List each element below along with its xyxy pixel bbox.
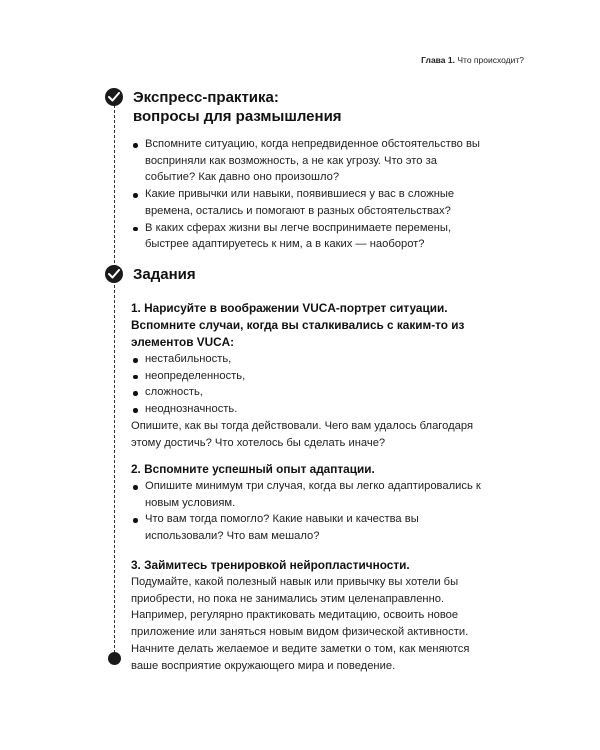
task-1-text: Опишите, как вы тогда действовали. Чего вам удалось благодаря этому достичь? Что хотелось бы сделать иначе? — [131, 419, 474, 449]
task-1 — [131, 300, 483, 451]
list-item: Что вам тогда помогло? Какие навыки и качества вы использовали? Что вам мешало? — [131, 511, 483, 544]
task-2 — [131, 461, 483, 545]
section-title-express: Экспресс-практика: вопросы для размышления — [133, 89, 342, 125]
list-item: Вспомните ситуацию, когда непредвиденное обстоятельство вы восприняли как возможность, а не как угрозу. Что это за событие? Как давно оно произошло? — [131, 136, 483, 186]
checkmark-icon — [105, 265, 123, 283]
list-item: В каких сферах жизни вы легче воспринимаете перемены, быстрее адаптируетесь к ним, а в каких — наоборот? — [131, 220, 483, 253]
timeline-end-dot — [108, 652, 121, 665]
chapter-title: Что происходит? — [457, 55, 524, 65]
timeline-line — [114, 100, 116, 658]
checkmark-icon — [105, 88, 123, 106]
list-item: неопределенность, — [131, 368, 483, 385]
list-item: неоднозначность. — [131, 401, 483, 418]
task-2-title: 2. Вспомните успешный опыт адаптации. — [131, 462, 375, 476]
section-title-tasks: Задания — [133, 266, 196, 283]
task-1-title: 1. Нарисуйте в воображении VUCA-портрет ситуации. Вспомните случаи, когда вы сталкивались с каким-то из элементов VUCA: — [131, 301, 465, 349]
list-item: сложность, — [131, 384, 483, 401]
task-3-text: Подумайте, какой полезный навык или привычку вы хотели бы приобрести, но пока не занимались этим целенаправленно. Например, регулярно практиковать медитацию, освоить новое приложение или заняться новым видом физической активности. Начните делать желаемое и ведите заметки о том, как меняются ваше восприятие окружающего мира и поведение. — [131, 576, 470, 672]
running-header — [421, 55, 524, 65]
list-item: нестабильность, — [131, 351, 483, 368]
task-3 — [131, 557, 483, 674]
list-item: Какие привычки или навыки, появившиеся у вас в сложные времена, остались и помогают в разных обстоятельствах? — [131, 186, 483, 219]
list-item: Опишите минимум три случая, когда вы легко адаптировались к новым условиям. — [131, 478, 483, 511]
express-questions — [131, 136, 483, 253]
chapter-label: Глава 1. — [421, 55, 455, 65]
task-3-title: 3. Займитесь тренировкой нейропластичности. — [131, 558, 410, 572]
